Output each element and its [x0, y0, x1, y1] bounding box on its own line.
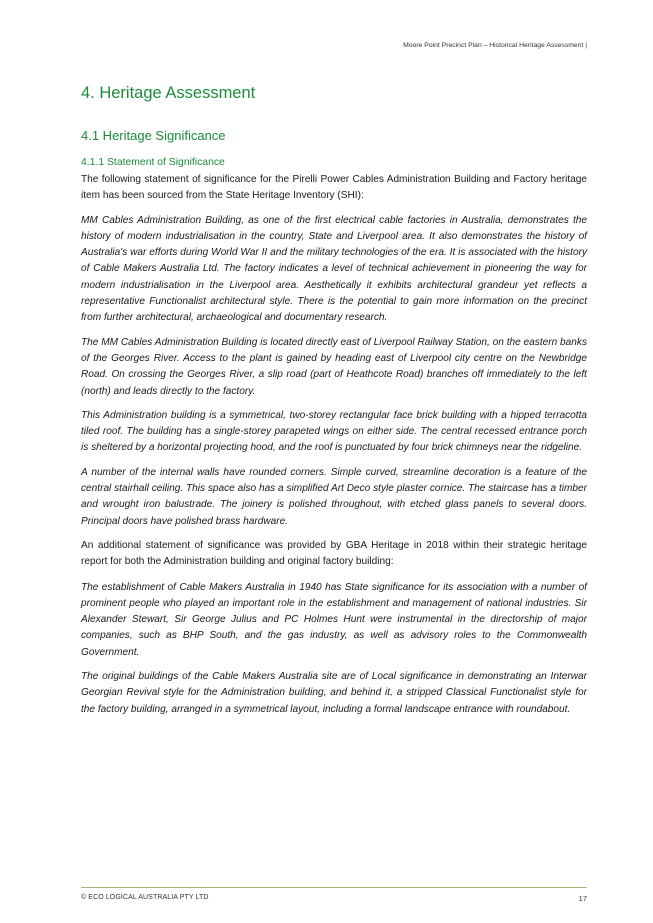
- running-header: Moore Point Precinct Plan – Historical Heritage Assessment |: [403, 42, 587, 49]
- gba-quote-paragraph: The establishment of Cable Makers Australia in 1940 has State significance for its association with a number of prominent people who played an important role in the establishment and management of national industries. Sir Alexander Stewart, Sir George Julius and PC Holmes Hunt were instrumental in the directorship of major companies, such as BHP South, and the gas industry, as well as advisory roles to the Commonwealth Government.: [81, 581, 587, 658]
- page-number: 17: [578, 894, 587, 903]
- subsection-heading: 4.1 Heritage Significance: [81, 128, 226, 143]
- shi-quote-paragraph: The MM Cables Administration Building is located directly east of Liverpool Railway Station, on the eastern banks of the Georges River. Access to the plant is gained by heading east of Liverpool city centre on the Newbridge Road. On crossing the Georges River, a slip road (part of Heathcote Road) branches off immediately to the left (north) and leads directly to the factory.: [81, 336, 587, 397]
- footer-divider: [81, 887, 587, 888]
- sub-subsection-heading: 4.1.1 Statement of Significance: [81, 157, 225, 168]
- footer-copyright: © ECO LOGICAL AUSTRALIA PTY LTD: [81, 894, 209, 901]
- shi-quote-paragraph: MM Cables Administration Building, as one of the first electrical cable factories in Australia, demonstrates the history of modern industrialisation in the country, State and Liverpool area. It also demonstrates the history of Australia's war efforts during World War II and the military technologies of the era. It is associated with the history of Cable Makers Australia Ltd. The factory indicates a level of technical achievement in pioneering the way for modern industrialisation in the Liverpool area. Aesthetically it exhibits architectural grandeur yet reflects a representative Functionalist architectural style. There is the potential to gain more information on the precinct from further architectural, archaeological and documentary research.: [81, 214, 587, 324]
- shi-quote-paragraph: A number of the internal walls have rounded corners. Simple curved, streamline decoration is a feature of the central stairhall ceiling. This space also has a simplified Art Deco style plaster cornice. The staircase has a timber and wrought iron balustrade. The joinery is polished throughout, with etched glass panels to several doors. Principal doors have polished brass hardware.: [81, 466, 587, 527]
- page-content: [81, 82, 587, 718]
- gba-quote-paragraph: The original buildings of the Cable Makers Australia site are of Local significance in demonstrating an Interwar Georgian Revival style for the Administration building, and behind it, a stripped Classical Functionalist style for the factory building, arranged in a symmetrical layout, including a formal landscape entrance with roundabout.: [81, 671, 587, 715]
- intro-paragraph: The following statement of significance for the Pirelli Power Cables Administration Building and Factory heritage item has been sourced from the State Heritage Inventory (SHI):: [81, 174, 587, 202]
- shi-quote-paragraph: This Administration building is a symmetrical, two-storey rectangular face brick building with a hipped terracotta tiled roof. The building has a single-storey parapeted wings on either side. The central recessed entrance porch is sheltered by a horizontal projecting hood, and the roof is punctuated by four brick chimneys near the ridgeline.: [81, 409, 587, 454]
- section-heading: 4. Heritage Assessment: [81, 84, 256, 102]
- gba-intro-paragraph: An additional statement of significance was provided by GBA Heritage in 2018 within their strategic heritage report for both the Administration building and original factory building:: [81, 539, 587, 568]
